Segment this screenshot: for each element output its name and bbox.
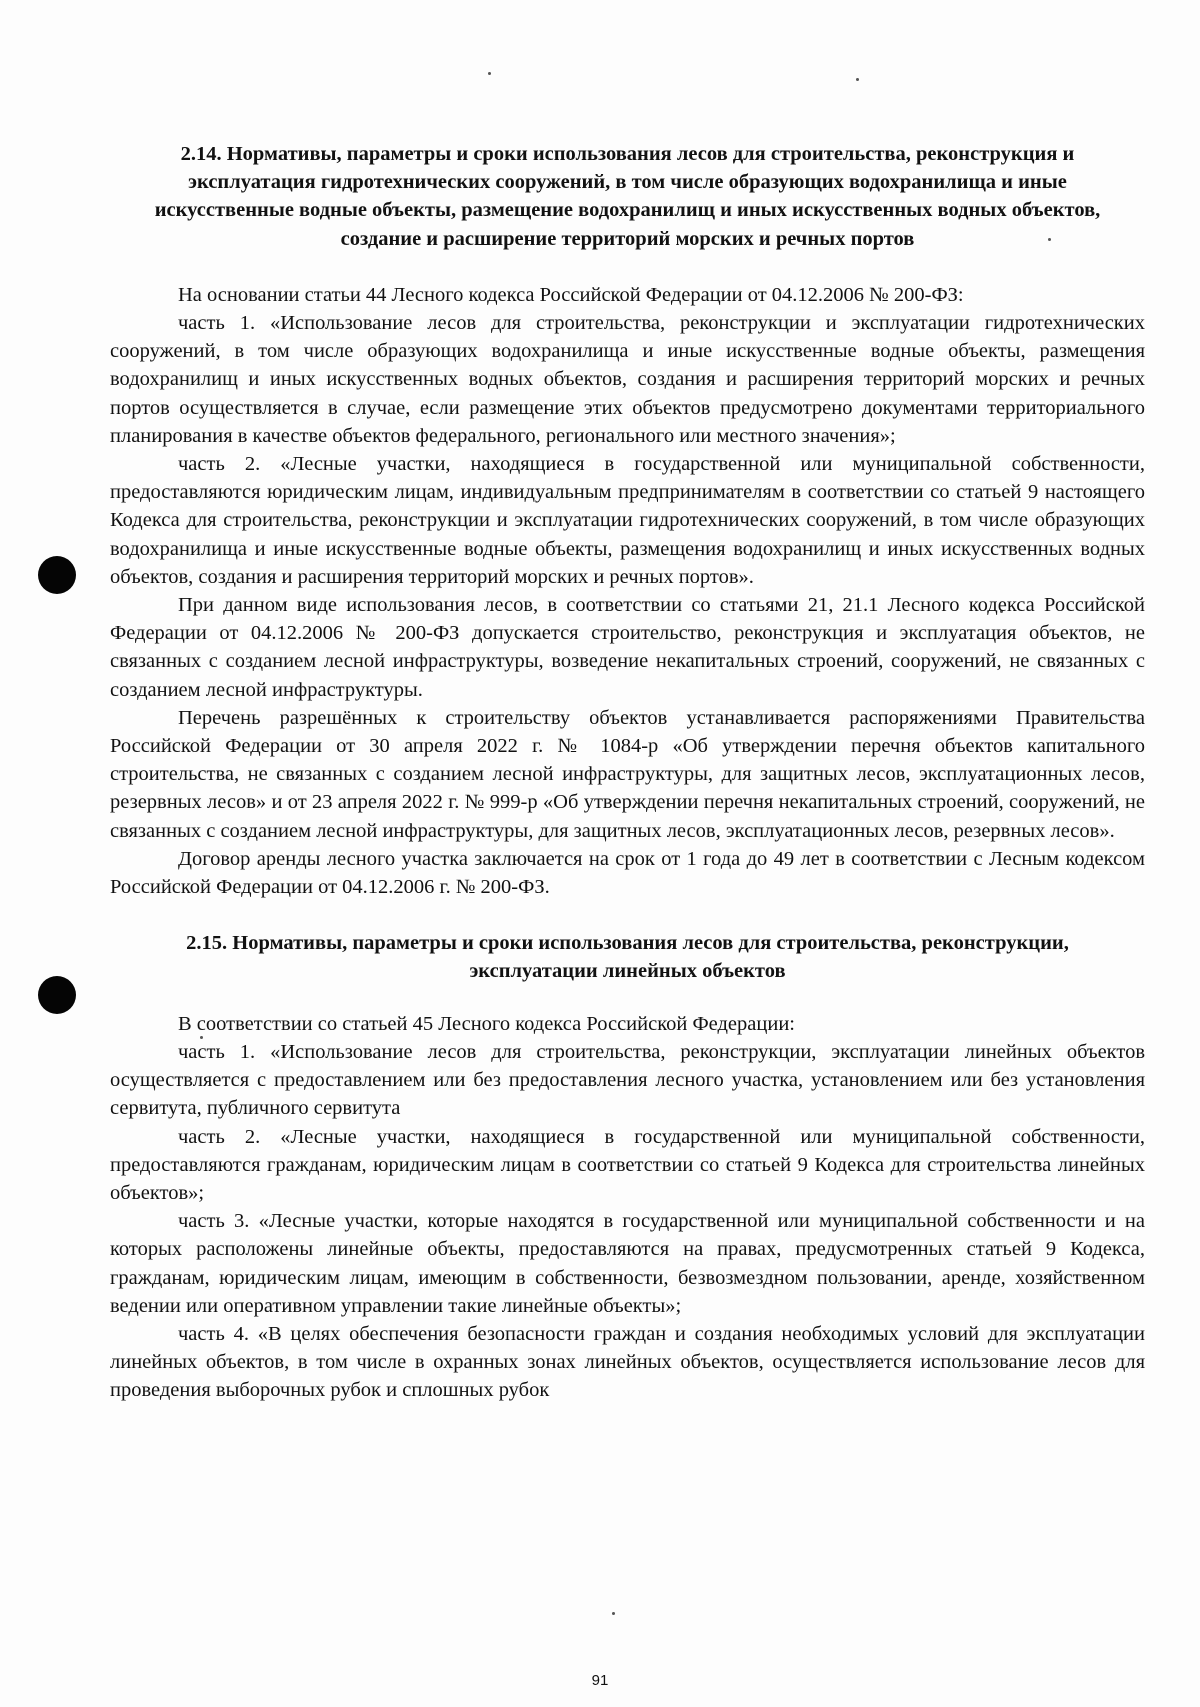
scan-speck xyxy=(488,72,491,75)
section-2-14 xyxy=(110,140,1145,901)
scan-speck xyxy=(612,1612,615,1615)
paragraph: часть 1. «Использование лесов для строительства, реконструкции и эксплуатации гидротехнических сооружений, в том числе образующих водохранилища и иные искусственные водные объекты, размещения водохранилищ и иных искусственных водных объектов, создания и расширения территорий морских и речных портов осуществляется в случае, если размещение этих объектов предусмотрено документами территориального планирования в качестве объектов федерального, регионального или местного значения»; xyxy=(110,312,1145,447)
page-number: 91 xyxy=(591,1672,609,1689)
section-2-15 xyxy=(110,929,1145,1404)
paragraph: В соответствии со статьей 45 Лесного кодекса Российской Федерации: xyxy=(178,1012,795,1035)
document-body xyxy=(110,140,1145,1405)
paragraph: часть 4. «В целях обеспечения безопасности граждан и создания необходимых условий для эксплуатации линейных объектов, в том числе в охранных зонах линейных объектов, осуществляется использование лесов для проведения выборочных рубок и сплошных рубок xyxy=(110,1322,1145,1402)
paragraph: Договор аренды лесного участка заключается на срок от 1 года до 49 лет в соответствии с Лесным кодексом Российской Федерации от 04.12.2006 г. № 200-ФЗ. xyxy=(110,847,1145,899)
paragraph: часть 3. «Лесные участки, которые находятся в государственной или муниципальной собственности и на которых расположены линейные объекты, предоставляются на правах, предусмотренных статьей 9 Кодекса, гражданам, юридическим лицам, имеющим в собственности, безвозмездном пользовании, аренде, хозяйственном ведении или оперативном управлении такие линейные объекты»; xyxy=(110,1210,1145,1317)
section-heading: 2.14. Нормативы, параметры и сроки использования лесов для строительства, реконструкция и эксплуатация гидротехнических сооружений, в том числе образующих водохранилища и иные искусственные водные объекты, размещение водохранилищ и иных искусственных водных объектов, создание и расширение территорий морских и речных портов xyxy=(154,143,1101,250)
scan-speck xyxy=(856,78,859,81)
paragraph: часть 2. «Лесные участки, находящиеся в государственной или муниципальной собственности, предоставляются юридическим лицам, индивидуальным предпринимателям в соответствии со статьей 9 настоящего Кодекса для строительства, реконструкции и эксплуатации гидротехнических сооружений, в том числе образующих водохранилища и иные искусственные водные объекты, размещения водохранилищ и иных искусственных водных объектов, создания и расширения территорий морских и речных портов». xyxy=(110,453,1145,588)
paragraph: часть 1. «Использование лесов для строительства, реконструкции, эксплуатации линейных объектов осуществляется с предоставлением или без предоставления лесного участка, установлением или без установления сервитута, публичного сервитута xyxy=(110,1040,1145,1120)
paragraph: На основании статьи 44 Лесного кодекса Российской Федерации от 04.12.2006 № 200-ФЗ: xyxy=(178,283,964,306)
section-heading: 2.15. Нормативы, параметры и сроки использования лесов для строительства, реконструкции, эксплуатации линейных объектов xyxy=(186,932,1069,983)
punch-hole-mark xyxy=(38,556,76,594)
paragraph: Перечень разрешённых к строительству объектов устанавливается распоряжениями Правительства Российской Федерации от 30 апреля 2022 г. № 1084-р «Об утверждении перечня объектов капитального строительства, не связанных с созданием лесной инфраструктуры, для защитных лесов, эксплуатационных лесов, резервных лесов» и от 23 апреля 2022 г. № 999-р «Об утверждении перечня некапитальных строений, сооружений, не связанных с созданием лесной инфраструктуры, для защитных лесов, эксплуатационных лесов, резервных лесов». xyxy=(110,706,1145,842)
punch-hole-mark xyxy=(38,976,76,1014)
paragraph: часть 2. «Лесные участки, находящиеся в государственной или муниципальной собственности, предоставляются гражданам, юридическим лицам в соответствии со статьей 9 Кодекса для строительства линейных объектов»; xyxy=(110,1125,1145,1204)
paragraph: При данном виде использования лесов, в соответствии со статьями 21, 21.1 Лесного кодекса Российской Федерации от 04.12.2006 № 200-ФЗ допускается строительство, реконструкция и эксплуатация объектов, не связанных с созданием лесной инфраструктуры, возведение некапитальных строений, сооружений, не связанных с созданием лесной инфраструктуры. xyxy=(110,594,1145,701)
